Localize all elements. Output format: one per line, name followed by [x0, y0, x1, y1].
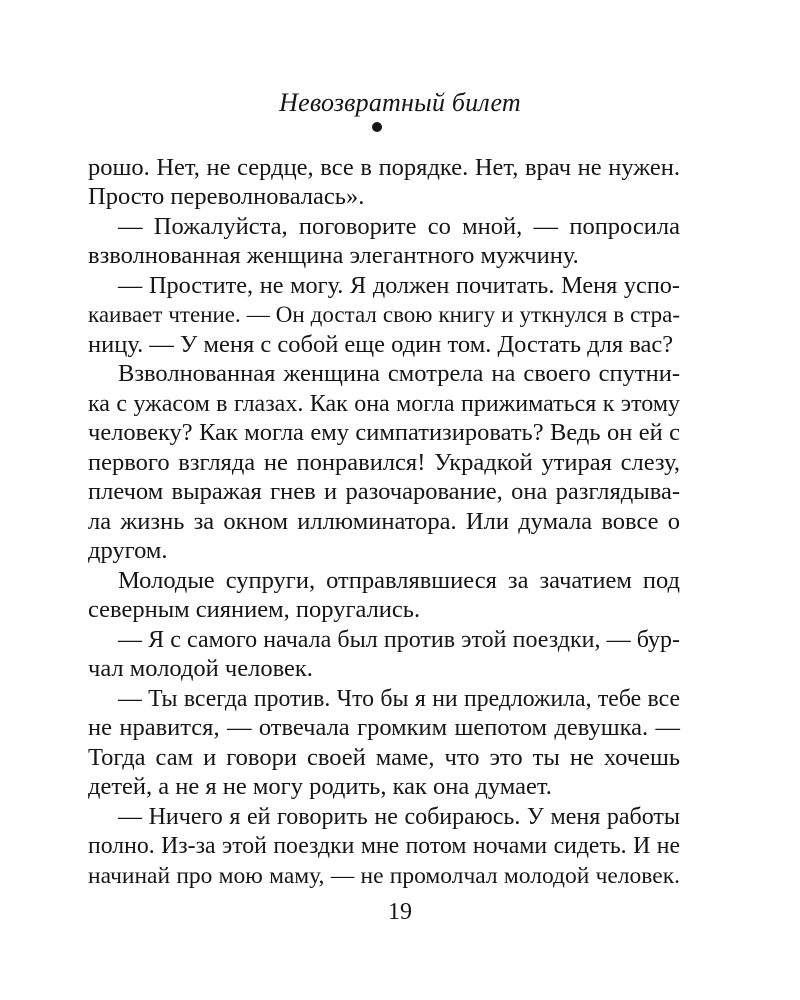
text-line: не нравится, — отвечала громким шепотом девушка. —: [88, 714, 680, 741]
text-line: Тогда сам и говори своей маме, что это ты не хочешь: [88, 744, 680, 771]
text-line: первого взгляда не понравился! Украдкой утирая слезу,: [88, 449, 680, 476]
text-line: — Ничего я ей говорить не собираюсь. У меня работы: [118, 804, 680, 830]
text-line: — Простите, не могу. Я должен почитать. Меня успо-: [118, 272, 680, 299]
header-bullet-ornament: [372, 122, 382, 132]
text-line: Просто переволновалась».: [88, 183, 365, 210]
text-line: ка с ужасом в глазах. Как она могла прижиматься к этому: [88, 391, 680, 417]
text-line: человеку? Как могла ему симпатизировать? Ведь он ей с: [88, 419, 680, 446]
text-line: чал молодой человек.: [88, 655, 313, 682]
text-line: ницу. — У меня с собой еще один том. Достать для вас?: [88, 331, 674, 358]
text-line: взволнованная женщина элегантного мужчину.: [88, 242, 579, 269]
running-head-title: Невозвратный билет: [279, 88, 521, 117]
text-line: Молодые супруги, отправлявшиеся за зачатием под: [118, 567, 680, 594]
text-line: — Ты всегда против. Что бы я ни предложила, тебе все: [118, 686, 680, 712]
page-number: 19: [388, 899, 412, 925]
text-line: детей, а не я не могу родить, как она думает.: [88, 773, 552, 800]
text-line: северным сиянием, поругались.: [88, 596, 421, 623]
text-line: плечом выражая гнев и разочарование, она разглядыва-: [88, 478, 680, 505]
text-line: Взволнованная женщина смотрела на своего спутни-: [118, 360, 680, 387]
text-line: начинай про мою маму, — не промолчал молодой человек.: [88, 863, 680, 889]
text-line: — Я с самого начала был против этой поездки, — бур-: [118, 627, 680, 653]
text-line: каивает чтение. — Он достал свою книгу и уткнулся в стра-: [88, 302, 680, 327]
text-line: рошо. Нет, не сердце, все в порядке. Нет, врач не нужен.: [88, 154, 680, 181]
text-line: — Пожалуйста, поговорите со мной, — попросила: [118, 213, 680, 240]
text-line: другом.: [88, 537, 168, 564]
text-line: ла жизнь за окном иллюминатора. Или думала вовсе о: [88, 508, 680, 535]
text-line: полно. Из-за этой поездки мне потом ночами сидеть. И не: [88, 833, 680, 859]
